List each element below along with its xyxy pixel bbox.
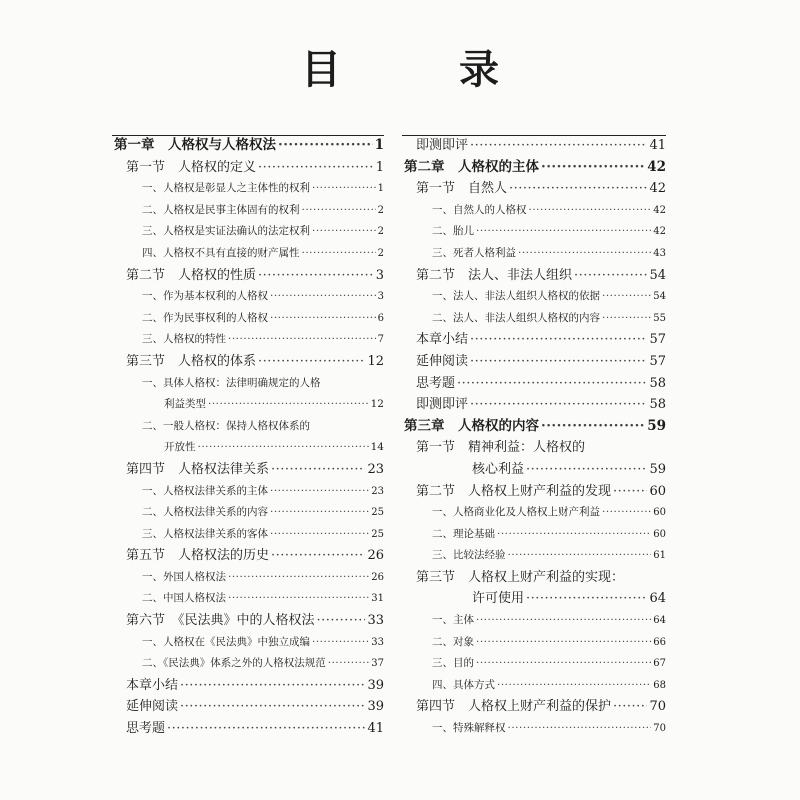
dot-leader [613, 481, 647, 503]
toc-entry-page-number: 54 [653, 291, 666, 303]
dot-leader [180, 675, 365, 697]
toc-entry-section[interactable] [112, 610, 384, 632]
toc-entry-page-number: 6 [377, 312, 384, 324]
toc-entry-label: 延伸阅读 [126, 699, 179, 715]
dot-leader [508, 718, 652, 740]
toc-entry-item[interactable] [402, 308, 666, 330]
toc-entry-page-number: 14 [370, 441, 384, 454]
toc-entry-misc[interactable] [402, 394, 666, 416]
toc-entry-label: 第五节 人格权法的历史 [126, 548, 270, 564]
dot-leader [228, 588, 369, 610]
toc-entry-label: 第一节 人格权的定义 [126, 159, 257, 175]
toc-entry-item[interactable] [402, 243, 666, 265]
toc-entry-page-number: 68 [653, 679, 666, 691]
dot-leader [470, 394, 647, 416]
dot-leader [258, 157, 374, 179]
toc-entry-page-number: 2 [377, 226, 384, 238]
toc-entry-label: 二、中国人格权法 [142, 592, 226, 605]
toc-entry-page-number: 60 [649, 483, 666, 499]
toc-entry-section[interactable] [112, 265, 384, 287]
toc-entry-label: 本章小结 [416, 332, 469, 348]
dot-leader [270, 502, 369, 524]
toc-entry-item[interactable] [112, 588, 384, 610]
toc-entry-page-number: 57 [649, 332, 666, 348]
dot-leader [526, 459, 647, 481]
toc-entry-label: 思考题 [126, 721, 166, 737]
toc-entry-item[interactable] [112, 221, 384, 243]
toc-entry-page-number: 42 [647, 158, 666, 175]
dot-leader [476, 221, 651, 243]
toc-entry-label: 一、特殊解释权 [432, 722, 506, 735]
toc-entry-page-number: 25 [371, 528, 384, 540]
toc-entry-cont-item[interactable] [112, 394, 384, 416]
dot-leader [497, 675, 651, 697]
toc-entry-page-number: 2 [377, 247, 384, 259]
toc-entry-label: 第一节 精神利益：人格权的 [416, 440, 586, 456]
toc-entry-page-number: 59 [649, 461, 666, 477]
toc-entry-page-number: 39 [367, 677, 384, 693]
toc-entry-item[interactable] [402, 200, 666, 222]
toc-entry-page-number: 54 [649, 267, 666, 283]
toc-entry-page-number: 25 [371, 507, 384, 519]
dot-leader [312, 221, 376, 243]
toc-entry-section[interactable] [402, 178, 666, 200]
toc-entry-section[interactable] [402, 696, 666, 718]
dot-leader [574, 265, 647, 287]
toc-entry-page-number: 41 [649, 138, 666, 153]
toc-entry-page-number: 1 [377, 183, 384, 195]
toc-entry-label: 二、作为民事权利的人格权 [142, 311, 268, 324]
dot-leader [271, 545, 365, 567]
toc-entry-label: 二、人格权法律关系的内容 [142, 506, 268, 519]
toc-entry-misc[interactable] [402, 351, 666, 373]
dot-leader [476, 632, 651, 654]
toc-entry-page-number: 3 [377, 291, 384, 303]
dot-leader [328, 653, 370, 675]
dot-leader [312, 632, 369, 654]
toc-entry-page-number: 66 [653, 636, 666, 648]
toc-entry-label: 二、胎儿 [432, 225, 474, 238]
toc-entry-page-number: 3 [375, 267, 384, 283]
dot-leader [312, 178, 376, 200]
dot-leader [278, 135, 373, 157]
toc-entry-chapter[interactable] [402, 416, 666, 438]
toc-entry-page-number: 42 [653, 226, 666, 238]
toc-entry-label: 二、《民法典》体系之外的人格权法规范 [142, 657, 326, 670]
toc-entry-label: 一、法人、非法人组织人格权的依据 [432, 290, 600, 303]
toc-entry-label: 一、人格权在《民法典》中独立成编 [142, 635, 310, 648]
dot-leader [526, 588, 647, 610]
toc-entry-item[interactable] [112, 502, 384, 524]
toc-entry-page-number: 64 [649, 591, 666, 607]
toc-entry-label: 一、作为基本权利的人格权 [142, 290, 268, 303]
toc-entry-label: 三、死者人格利益 [432, 246, 516, 259]
dot-leader [529, 200, 652, 222]
toc-entry-label: 三、比较法经验 [432, 549, 506, 562]
dot-leader [258, 265, 374, 287]
toc-entry-section[interactable] [112, 545, 384, 567]
dot-leader [602, 308, 651, 330]
dot-leader [270, 286, 376, 308]
toc-entry-label: 核心利益 [472, 461, 525, 477]
toc-entry-label-line [112, 373, 384, 395]
toc-entry-label: 二、理论基础 [432, 527, 495, 540]
toc-entry-label: 利益类型 [164, 398, 206, 411]
toc-entry-page-number: 23 [371, 485, 384, 497]
toc-entry-section[interactable] [112, 459, 384, 481]
toc-entry-label: 第四节 人格权上财产利益的保护 [416, 699, 612, 715]
toc-entry-page-number: 33 [367, 613, 384, 629]
toc-entry-label: 第三节 人格权上财产利益的实现： [416, 569, 625, 585]
dot-leader [228, 567, 369, 589]
toc-entry-page-number: 42 [653, 204, 666, 216]
toc-entry-label: 第三章 人格权的内容 [404, 417, 539, 434]
toc-entry-label-line [402, 567, 666, 589]
toc-entry-page-number: 26 [367, 548, 384, 564]
toc-entry-page-number: 70 [649, 699, 666, 715]
toc-entry-page-number: 12 [370, 398, 384, 411]
toc-entry-page-number: 1 [374, 137, 384, 153]
toc-entry-page-number: 39 [367, 699, 384, 715]
dot-leader [602, 286, 651, 308]
dot-leader [541, 416, 645, 438]
toc-entry-page-number: 26 [371, 571, 384, 583]
toc-entry-item[interactable] [402, 632, 666, 654]
toc-entry-page-number: 64 [653, 615, 666, 627]
toc-entry-page-number: 2 [377, 204, 384, 216]
toc-entry-page-number: 60 [653, 528, 666, 540]
dot-leader [270, 524, 369, 546]
toc-entry-page-number: 61 [653, 550, 666, 562]
toc-entry-item[interactable] [112, 632, 384, 654]
toc-entry-label: 三、人格权法律关系的客体 [142, 527, 268, 540]
toc-entry-label: 四、具体方式 [432, 678, 495, 691]
toc-entry-label: 第二节 人格权的性质 [126, 267, 257, 283]
toc-entry-page-number: 7 [377, 334, 384, 346]
dot-leader [509, 178, 647, 200]
dot-leader [470, 351, 647, 373]
toc-entry-item[interactable] [112, 481, 384, 503]
dot-leader [541, 157, 645, 179]
dot-leader [508, 545, 652, 567]
dot-leader [208, 394, 369, 416]
toc-entry-item[interactable] [402, 718, 666, 740]
toc-entry-label: 即测即评 [416, 138, 469, 153]
toc-entry-label: 即测即评 [416, 397, 469, 413]
toc-entry-item[interactable] [112, 567, 384, 589]
dot-leader [602, 502, 651, 524]
toc-entry-page-number: 60 [653, 507, 666, 519]
dot-leader [167, 718, 365, 740]
toc-entry-item[interactable] [112, 178, 384, 200]
toc-entry-label: 思考题 [416, 375, 456, 391]
toc-entry-item[interactable] [402, 524, 666, 546]
toc-entry-misc[interactable] [402, 329, 666, 351]
dot-leader [198, 437, 369, 459]
toc-left-column [112, 135, 384, 740]
dot-leader [613, 696, 647, 718]
dot-leader [270, 308, 376, 330]
toc-entry-page-number: 41 [367, 721, 384, 737]
dot-leader [302, 200, 376, 222]
toc-entry-label: 一、人格权法律关系的主体 [142, 484, 268, 497]
toc-entry-item[interactable] [402, 675, 666, 697]
dot-leader [457, 373, 647, 395]
toc-entry-page-number: 43 [653, 247, 666, 259]
toc-entry-page-number: 58 [649, 397, 666, 413]
toc-entry-item[interactable] [402, 653, 666, 675]
toc-entry-label: 开放性 [164, 441, 196, 454]
toc-entry-label: 第六节 《民法典》中的人格权法 [126, 613, 315, 629]
toc-entry-section[interactable] [112, 351, 384, 373]
toc-entry-item[interactable] [402, 286, 666, 308]
dot-leader [518, 243, 651, 265]
toc-entry-label: 第四节 人格权法律关系 [126, 461, 270, 477]
toc-entry-label: 第一节 自然人 [416, 181, 508, 197]
toc-entry-page-number: 1 [375, 159, 384, 175]
dot-leader [476, 610, 651, 632]
toc-entry-label: 第二章 人格权的主体 [404, 158, 539, 175]
dot-leader [258, 351, 365, 373]
toc-entry-label: 二、对象 [432, 635, 474, 648]
dot-leader [228, 329, 376, 351]
dot-leader [317, 610, 366, 632]
toc-entry-page-number: 57 [649, 353, 666, 369]
toc-entry-label: 许可使用 [472, 591, 525, 607]
toc-entry-item[interactable] [112, 524, 384, 546]
toc-entry-page-number: 33 [371, 636, 384, 648]
toc-entry-label: 二、人格权是民事主体固有的权利 [142, 203, 300, 216]
toc-entry-section[interactable] [402, 481, 666, 503]
toc-entry-cont-sec[interactable] [402, 459, 666, 481]
toc-right-column [402, 135, 666, 740]
page-title: 目 录 [301, 46, 551, 93]
dot-leader [476, 653, 651, 675]
toc-entry-chapter[interactable] [112, 135, 384, 157]
toc-entry-page-number: 70 [653, 723, 666, 735]
toc-entry-item[interactable] [402, 502, 666, 524]
dot-leader [470, 329, 647, 351]
dot-leader [470, 135, 647, 157]
toc-entry-item[interactable] [112, 308, 384, 330]
toc-entry-misc[interactable] [402, 135, 666, 157]
toc-entry-item[interactable] [402, 221, 666, 243]
toc-entry-label: 一、具体人格权：法律明确规定的人格 [142, 376, 321, 389]
toc-entry-misc[interactable] [112, 718, 384, 740]
toc-entry-item[interactable] [112, 329, 384, 351]
toc-entry-label: 延伸阅读 [416, 353, 469, 369]
toc-entry-label-line [402, 437, 666, 459]
dot-leader [497, 524, 651, 546]
toc-entry-page-number: 42 [649, 181, 666, 197]
toc-entry-label-line [112, 416, 384, 438]
toc-entry-label: 三、人格权是实证法确认的法定权利 [142, 225, 310, 238]
toc-entry-cont-sec[interactable] [402, 588, 666, 610]
toc-entry-label: 二、法人、非法人组织人格权的内容 [432, 311, 600, 324]
toc-entry-label: 三、目的 [432, 657, 474, 670]
toc-entry-label: 第二节 人格权上财产利益的发现 [416, 483, 612, 499]
toc-entry-label: 一、主体 [432, 614, 474, 627]
toc-entry-cont-item[interactable] [112, 437, 384, 459]
toc-entry-misc[interactable] [112, 675, 384, 697]
toc-entry-page-number: 55 [653, 312, 666, 324]
toc-entry-item[interactable] [112, 243, 384, 265]
toc-entry-page-number: 58 [649, 375, 666, 391]
toc-entry-item[interactable] [402, 610, 666, 632]
toc-entry-label: 二、一般人格权：保持人格权体系的 [142, 419, 310, 432]
toc-entry-page-number: 37 [371, 658, 384, 670]
toc-entry-item[interactable] [402, 545, 666, 567]
toc-entry-page-number: 67 [653, 658, 666, 670]
toc-entry-label: 第一章 人格权与人格权法 [114, 137, 276, 153]
dot-leader [180, 696, 365, 718]
dot-leader [270, 481, 369, 503]
toc-entry-label: 四、人格权不具有直接的财产属性 [142, 246, 300, 259]
toc-entry-label: 一、人格商业化及人格权上财产利益 [432, 506, 600, 519]
toc-entry-label: 本章小结 [126, 677, 179, 693]
toc-entry-item[interactable] [112, 200, 384, 222]
toc-entry-item[interactable] [112, 286, 384, 308]
toc-entry-label: 一、人格权是彰显人之主体性的权利 [142, 182, 310, 195]
toc-entry-label: 第二节 法人、非法人组织 [416, 267, 573, 283]
toc-entry-page-number: 23 [367, 461, 384, 477]
toc-entry-misc[interactable] [402, 373, 666, 395]
toc-entry-item[interactable] [112, 653, 384, 675]
toc-entry-chapter[interactable] [402, 157, 666, 179]
toc-entry-label: 三、人格权的特性 [142, 333, 226, 346]
dot-leader [271, 459, 365, 481]
toc-entry-section[interactable] [402, 265, 666, 287]
toc-entry-section[interactable] [112, 157, 384, 179]
toc-entry-page-number: 31 [371, 593, 384, 605]
toc-entry-label: 一、外国人格权法 [142, 570, 226, 583]
toc-entry-misc[interactable] [112, 696, 384, 718]
toc-entry-page-number: 59 [647, 417, 666, 434]
toc-entry-label: 一、自然人的人格权 [432, 203, 527, 216]
toc-entry-page-number: 12 [367, 353, 384, 369]
dot-leader [302, 243, 376, 265]
toc-entry-label: 第三节 人格权的体系 [126, 353, 257, 369]
